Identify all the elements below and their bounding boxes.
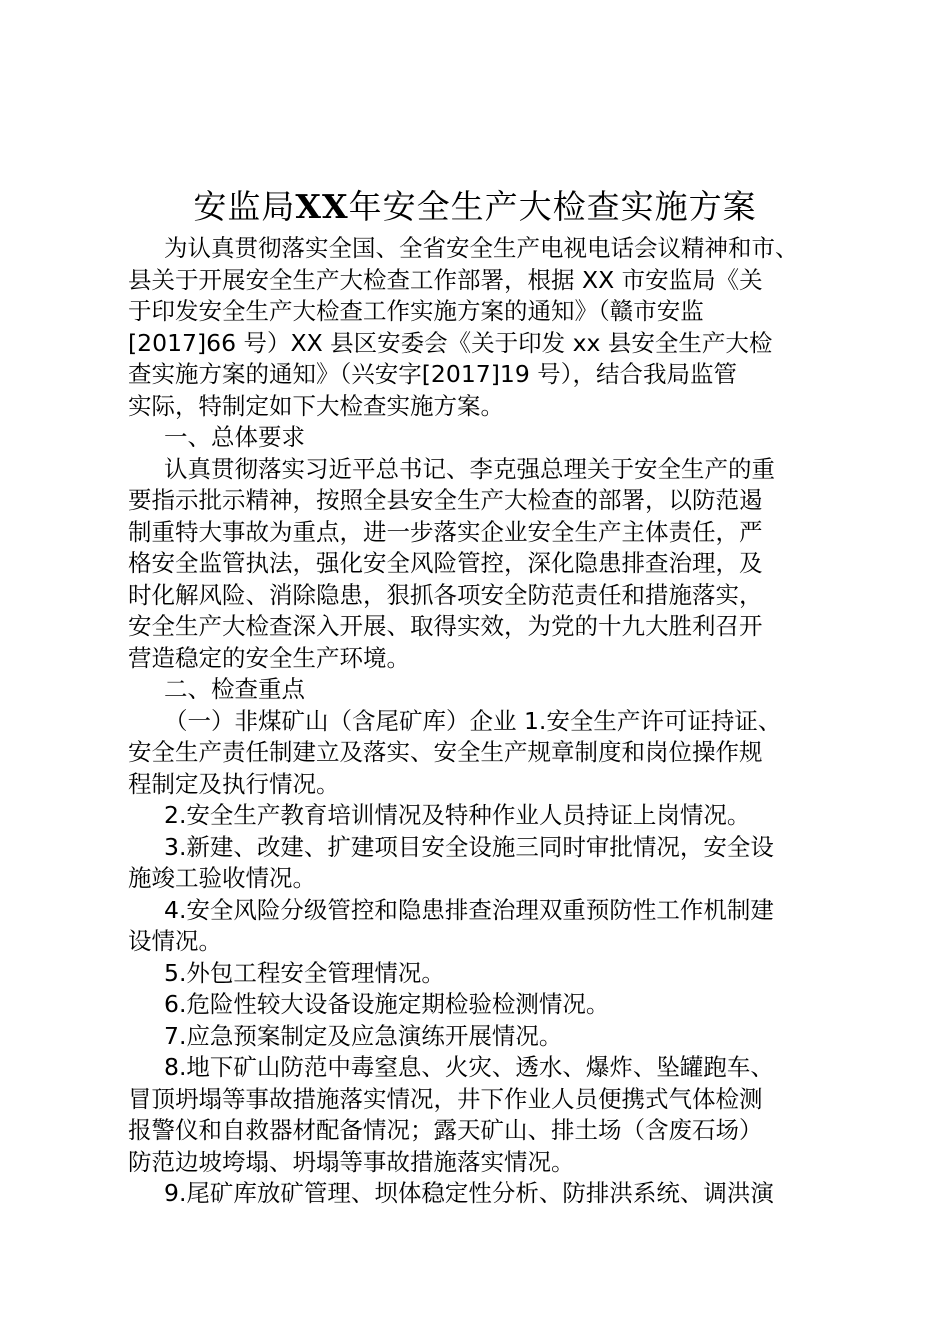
document-body [128, 233, 828, 1210]
text-line: 营造稳定的安全生产环境。 [128, 643, 410, 672]
text-line: 设情况。 [128, 927, 222, 955]
text-line: 为认真贯彻落实全国、全省安全生产电视电话会议精神和市、 [164, 234, 799, 262]
text-line: 县关于开展安全生产大检查工作部署，根据 XX 市安监局《关 [128, 265, 763, 294]
text-line: 6.危险性较大设备设施定期检验检测情况。 [164, 990, 610, 1018]
text-line: 防范边坡垮塌、坍塌等事故措施落实情况。 [128, 1147, 575, 1176]
text-line: （一）非煤矿山（含尾矿库）企业 1.安全生产许可证持证、 [164, 706, 782, 735]
text-line: 4.安全风险分级管控和隐患排查治理双重预防性工作机制建 [164, 895, 774, 924]
text-line: 格安全监管执法，强化安全风险管控，深化隐患排查治理，及 [128, 549, 763, 577]
text-line: 冒顶坍塌等事故措施落实情况，井下作业人员便携式气体检测 [128, 1084, 763, 1113]
text-line: 7.应急预案制定及应急演练开展情况。 [164, 1021, 563, 1050]
section-heading: 一、总体要求 [164, 423, 305, 451]
text-line: 实际，特制定如下大检查实施方案。 [128, 391, 504, 420]
text-line: [2017]66 号）XX 县区安委会《关于印发 xx 县安全生产大检 [128, 328, 773, 357]
text-line: 程制定及执行情况。 [128, 769, 340, 798]
section-heading: 二、检查重点 [164, 675, 305, 703]
text-line: 于印发安全生产大检查工作实施方案的通知》（赣市安监 [128, 297, 704, 325]
text-line: 要指示批示精神，按照全县安全生产大检查的部署，以防范遏 [128, 486, 763, 514]
document-title [0, 180, 950, 234]
text-line: 时化解风险、消除隐患，狠抓各项安全防范责任和措施落实， [128, 580, 763, 609]
text-line: 9.尾矿库放矿管理、坝体稳定性分析、防排洪系统、调洪演 [164, 1179, 774, 1207]
title-suffix: 年安全生产大检查实施方案 [348, 187, 757, 226]
text-line: 安全生产责任制建立及落实、安全生产规章制度和岗位操作规 [128, 738, 763, 766]
text-line: 5.外包工程安全管理情况。 [164, 958, 445, 987]
text-line: 查实施方案的通知》（兴安字[2017]19 号），结合我局监管 [128, 360, 738, 388]
title-prefix: 安监局 [193, 187, 296, 226]
text-line: 安全生产大检查深入开展、取得实效，为党的十九大胜利召开 [128, 612, 763, 640]
text-line: 8.地下矿山防范中毒窒息、火灾、透水、爆炸、坠罐跑车、 [164, 1053, 774, 1081]
text-line: 制重特大事故为重点，进一步落实企业安全生产主体责任，严 [128, 517, 763, 546]
text-line: 2.安全生产教育培训情况及特种作业人员持证上岗情况。 [164, 801, 751, 829]
text-line: 认真贯彻落实习近平总书记、李克强总理关于安全生产的重 [164, 454, 775, 483]
text-line: 施竣工验收情况。 [128, 864, 316, 892]
text-line: 报警仪和自救器材配备情况；露天矿山、排土场（含废石场） [128, 1116, 763, 1144]
text-line: 3.新建、改建、扩建项目安全设施三同时审批情况，安全设 [164, 832, 774, 861]
title-latin: XX [295, 187, 349, 226]
